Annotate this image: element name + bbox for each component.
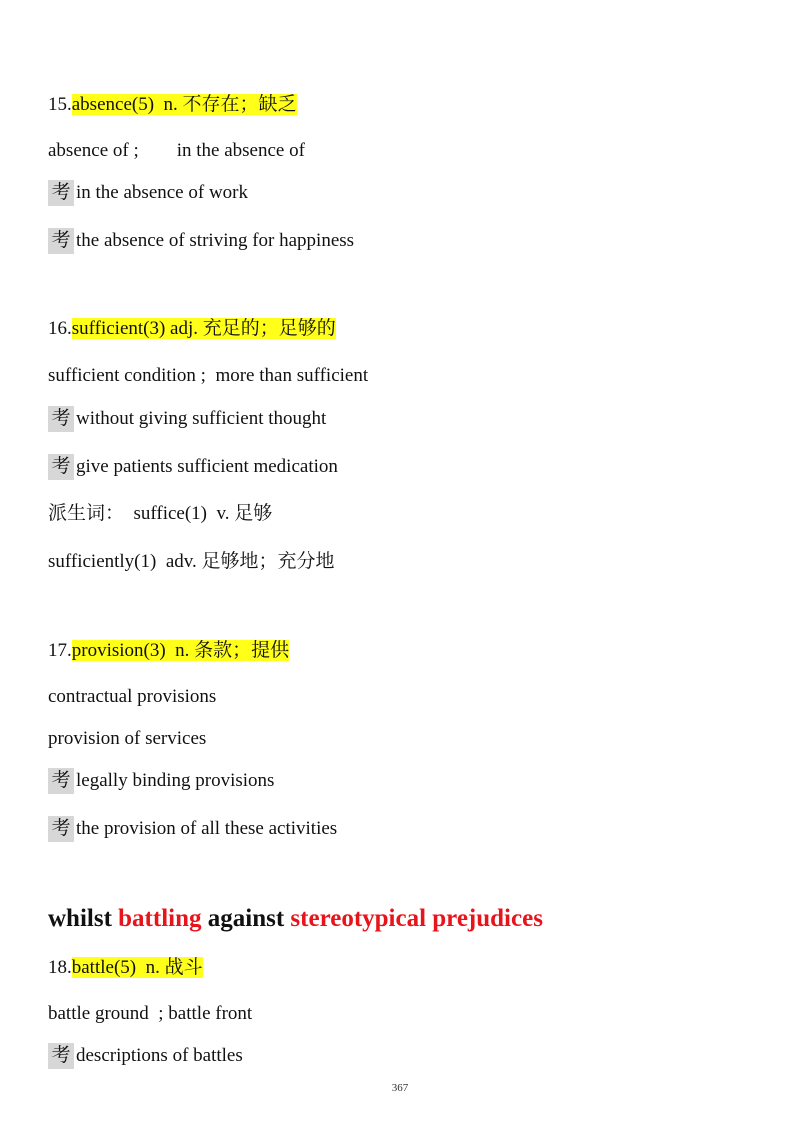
phrase: absence of ; xyxy=(48,140,139,161)
phrase: in the absence of xyxy=(176,140,305,161)
derived-text: 派生词： suffice(1) v. 足够 xyxy=(48,503,273,524)
entry-17-heading xyxy=(48,638,289,664)
exam-mark: 考 xyxy=(48,768,74,794)
exam-mark: 考 xyxy=(48,816,74,842)
exam-example xyxy=(48,180,248,206)
phrase: contractual provisions xyxy=(48,686,217,707)
phrase-line xyxy=(48,1001,252,1027)
example-text: without giving sufficient thought xyxy=(76,408,327,429)
exam-example xyxy=(48,228,354,254)
example-text: in the absence of work xyxy=(76,182,248,203)
phrase: provision of services xyxy=(48,728,207,749)
exam-mark: 考 xyxy=(48,454,74,480)
sentence-word: whilst xyxy=(48,905,119,932)
example-text: legally binding provisions xyxy=(76,770,275,791)
example-text: the absence of striving for happiness xyxy=(76,230,355,251)
phrase-line xyxy=(48,726,206,752)
exam-example xyxy=(48,1043,243,1069)
exam-mark: 考 xyxy=(48,180,74,206)
entry-number: 16. xyxy=(48,318,72,339)
exam-example xyxy=(48,816,337,842)
entry-number: 18. xyxy=(48,957,72,978)
entry-number: 15. xyxy=(48,94,72,115)
exam-mark: 考 xyxy=(48,228,74,254)
phrase: sufficient condition ; more than sufficient xyxy=(48,365,369,386)
entry-18-heading xyxy=(48,955,203,981)
phrase: battle ground ; battle front xyxy=(48,1003,253,1024)
example-text: give patients sufficient medication xyxy=(76,456,338,477)
exam-example xyxy=(48,454,338,480)
entry-16-heading xyxy=(48,316,336,342)
derived-word xyxy=(48,549,335,575)
headword-highlight: battle(5) n. 战斗 xyxy=(71,957,203,978)
entry-number: 17. xyxy=(48,640,72,661)
exam-mark: 考 xyxy=(48,406,74,432)
page-number: 367 xyxy=(391,1082,409,1094)
phrase-line xyxy=(48,684,216,710)
phrase-line xyxy=(48,363,368,389)
headword-highlight: absence(5) n. 不存在；缺乏 xyxy=(71,94,297,115)
phrase-line xyxy=(48,138,305,164)
example-text: descriptions of battles xyxy=(76,1045,243,1066)
exam-example xyxy=(48,406,326,432)
exam-mark: 考 xyxy=(48,1043,74,1069)
example-text: the provision of all these activities xyxy=(76,818,338,839)
derived-word xyxy=(48,501,272,527)
exam-example xyxy=(48,768,274,794)
sentence-keyword: battling xyxy=(118,905,202,932)
sentence-heading xyxy=(48,902,543,936)
headword-highlight: sufficient(3) adj. 充足的；足够的 xyxy=(71,318,336,339)
sentence-keyword: stereotypical prejudices xyxy=(290,905,543,932)
derived-text: sufficiently(1) adv. 足够地；充分地 xyxy=(48,551,335,572)
headword-highlight: provision(3) n. 条款；提供 xyxy=(71,640,290,661)
sentence-word: against xyxy=(201,905,291,932)
entry-15-heading xyxy=(48,92,297,118)
